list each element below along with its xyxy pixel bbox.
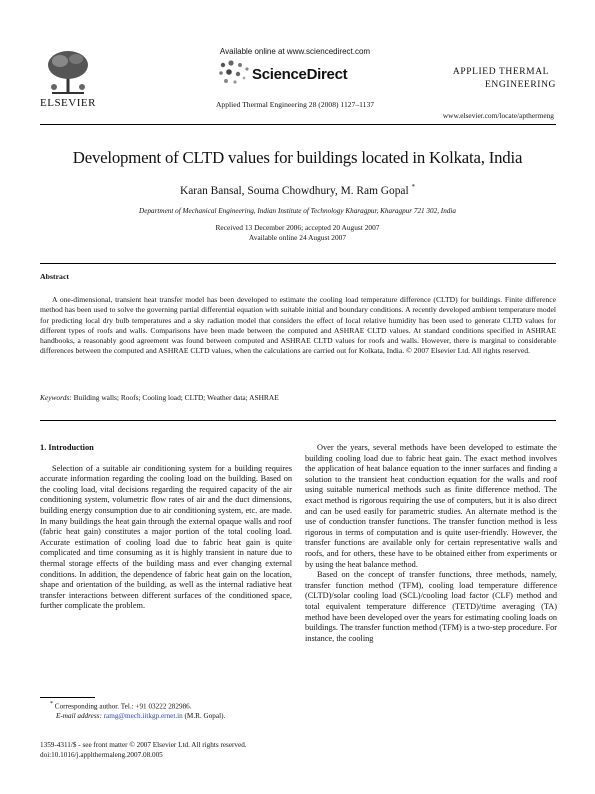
header-rule: [40, 124, 556, 125]
journal-url[interactable]: www.elsevier.com/locate/apthermeng: [442, 111, 554, 120]
footnote-corresponding: [50, 700, 295, 712]
received-date: Received 13 December 2006; accepted 20 August 2007: [215, 223, 380, 232]
left-column: [40, 443, 292, 612]
footnote: [50, 700, 295, 721]
email-suffix: (M.R. Gopal).: [184, 711, 226, 720]
abstract-heading: Abstract: [40, 272, 70, 281]
footnote-rule: [40, 697, 95, 698]
author-list: [100, 183, 495, 197]
keywords-text: Building walls; Roofs; Cooling load; CLTD; Weather data; ASHRAE: [73, 393, 279, 402]
elsevier-wordmark: ELSEVIER: [40, 97, 96, 109]
journal-logo-line1: APPLIED THERMAL: [452, 67, 550, 77]
intro-paragraph-3: Based on the concept of transfer functions, three methods, namely, transfer function method (TFM), cooling load temperature difference (CLTD)/solar cooling load (SCL)/cooling load factor (CLF) method and total equivalent temperature difference (TETD)/time averaging (TA) method have been developed over the years for estimating cooling loads on buildings. The transfer function method (TFM) is a two-step procedure. For instance, the cooling: [305, 570, 557, 643]
email-link[interactable]: ramg@mech.iitkgp.ernet.in: [103, 711, 183, 720]
abstract-top-rule: [40, 263, 556, 264]
author-mark[interactable]: *: [411, 183, 415, 191]
introduction-heading: 1. Introduction: [40, 443, 94, 452]
keywords-line: [40, 393, 556, 402]
footnote-email: [50, 712, 295, 721]
abstract-body: [40, 295, 556, 357]
online-date: Available online 24 August 2007: [248, 233, 347, 242]
paper-title: Development of CLTD values for buildings located in Kolkata, India: [72, 148, 523, 167]
doi-line[interactable]: doi:10.1016/j.applthermaleng.2007.08.005: [40, 751, 163, 759]
elsevier-tree-logo-icon: [42, 47, 94, 97]
authors-text: Karan Bansal, Souma Chowdhury, M. Ram Gopal: [180, 184, 409, 197]
abstract-text: A one-dimensional, transient heat transfer model has been developed to estimate the cooling load temperature difference (CLTD) for buildings. Finite difference method has been used to solve the governing partial differential equation with suitable initial and boundary conditions. A recently developed ambient temperature model for predicting local dry bulb temperatures and a sky radiation model that considers the effect of local relative humidity has been used to generate CLTD values for different types of roofs and walls. Comparisons have been made between the computed and ASHRAE CLTD values. At standard conditions specified in ASHRAE handbooks, a reasonably good agreement was found between computed and ASHRAE CLTD values for roofs and walls. However, there is marginal to considerable differences between the computed and ASHRAE CLTD values, when the calculations are carried out for Kolkata, India.: [40, 295, 556, 356]
abstract-bottom-rule: [40, 420, 556, 421]
sciencedirect-logo-text: ScienceDirect: [252, 66, 348, 83]
issn-line: 1359-4311/$ - see front matter © 2007 Elsevier Ltd. All rights reserved.: [40, 741, 247, 749]
sciencedirect-dots-icon: [217, 59, 257, 87]
footnote-mark: *: [50, 701, 53, 707]
intro-paragraph-1: Selection of a suitable air conditioning system for a building requires accurate information regarding the cooling load on the building. Based on the cooling load, vital decisions regarding the required capacity of the air conditioning system, volumetric flow rates of air and the duct dimensions, building energy consumption due to air conditioning system, etc. are made. In many buildings the heat gain through the external opaque walls and roof (fabric heat gain) constitutes a major portion of the total cooling load. Accurate estimation of cooling load due to fabric heat gain is quite complicated and time consuming as it is highly transient in nature due to thermal storage effects of the building mass and ever changing external conditions. In addition, the dependence of fabric heat gain on the location, shape and orientation of the building, as well as the internal radiative heat transfer interactions between different surfaces of the conditioned space, further complicate the problem.: [40, 463, 292, 611]
abstract-copyright: © 2007 Elsevier Ltd. All rights reserved.: [406, 346, 530, 356]
intro-paragraph-2: Over the years, several methods have been developed to estimate the building cooling load due to fabric heat gain. The exact method involves the application of heat balance equation to the inner surfaces and finding a solution to the transient heat conduction equation for the walls and roof using suitable numerical methods such as finite difference method. The exact method is rigorous requiring the use of computers, but it is also direct and can be used easily for parametric studies. An alternate method is the use of conduction transfer functions. The transfer function method is less rigorous in terms of computation and is quite user-friendly. However, the transfer functions are available only for certain representative walls and roofs, and for others, these have to be obtained either from experiments or by using the heat balance method.: [305, 443, 557, 569]
available-online-text: Available online at www.sciencedirect.com: [219, 47, 371, 56]
journal-reference: Applied Thermal Engineering 28 (2008) 1127–1137: [215, 100, 375, 109]
affiliation: Department of Mechanical Engineering, Indian Institute of Technology Kharagpur, Kharagpur 721 302, India: [139, 207, 456, 215]
keywords-label: Keywords:: [40, 393, 72, 402]
journal-logo-line2: ENGINEERING: [485, 80, 556, 90]
email-label: E-mail address:: [56, 711, 102, 720]
footnote-corresponding-text: Corresponding author. Tel.: +91 03222 282986.: [54, 702, 192, 711]
right-column: [305, 443, 557, 644]
